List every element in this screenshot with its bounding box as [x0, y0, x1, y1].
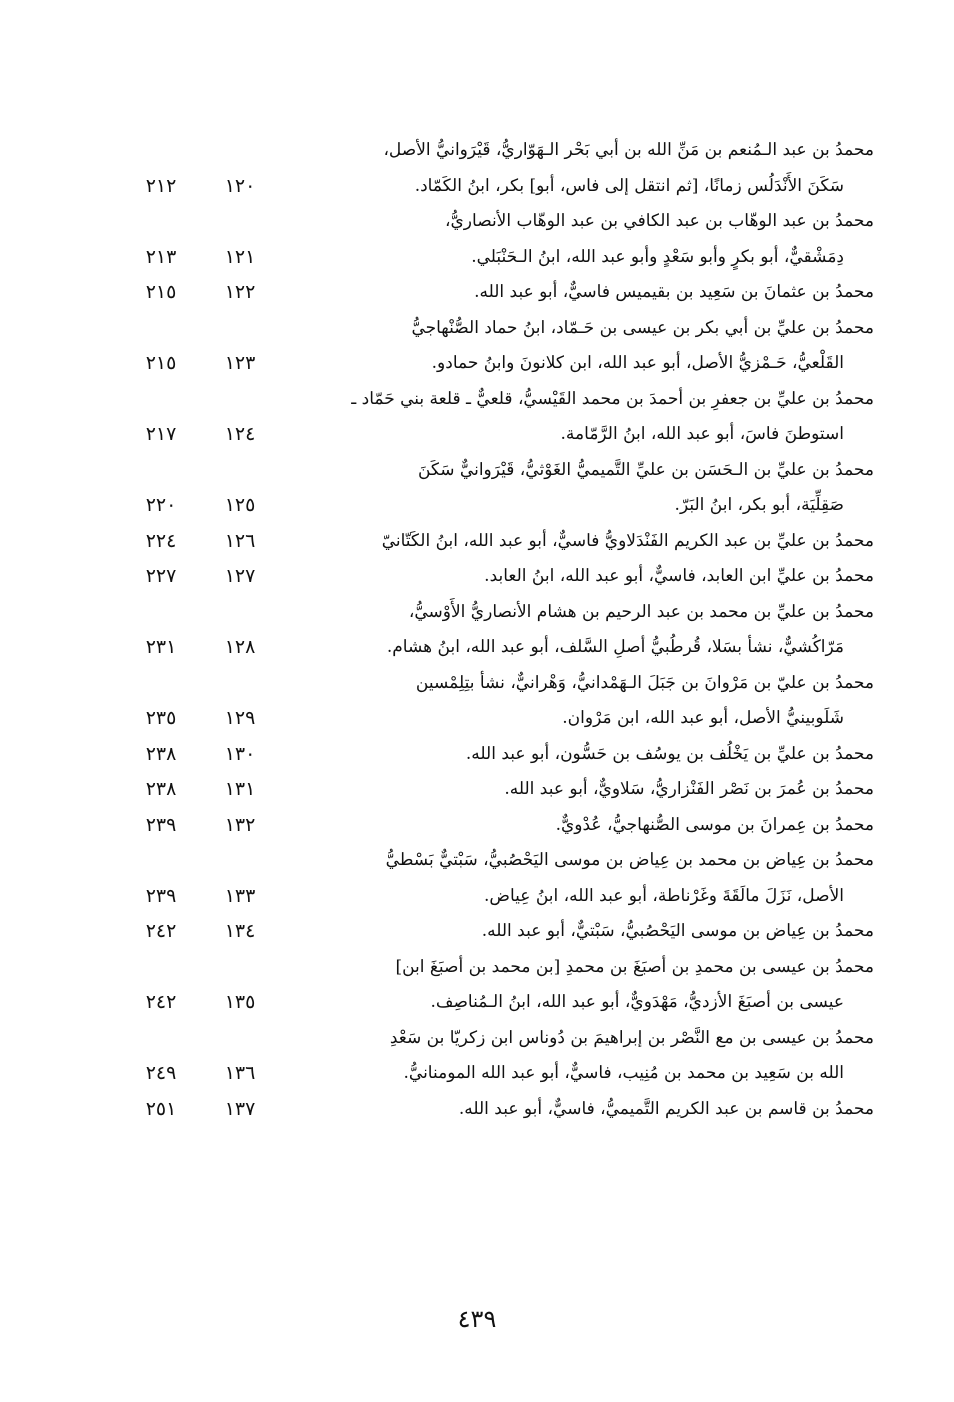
entry-number: ١٢٧: [224, 565, 256, 587]
entry-page-reference: ٢٣٩: [145, 813, 177, 836]
entry-page-reference: ٢٥١: [145, 1097, 177, 1120]
entry-line: محمدُ بن عِمرانَ بن موسى الصُّنهاجيُّ، عُدْويٌّ.: [555, 814, 874, 835]
entry-text: [299, 382, 874, 453]
entry-number: ١٢٥: [224, 494, 256, 516]
entry-line: محمدُ بن عبد الـمُنعم بن مَنِّ الله بن أبي بَحْر الـهَوّاريُّ، قَيْرَوانيُّ الأصل،: [383, 140, 874, 160]
index-entry: [0, 914, 954, 950]
entry-page-reference: ٢٣٨: [145, 778, 177, 800]
index-entry: [0, 204, 954, 275]
index-entry: [0, 772, 954, 808]
entry-line: محمدُ بن عليّ بن مَرْوانَ بن جَبَلَ الـهَمْدانيُّ، وَهْرانيٌّ، نشأ بتِلِمْسين: [415, 672, 874, 693]
entry-page-reference: ٢١٧: [145, 423, 177, 445]
page-number: ٤٣٩: [457, 1305, 497, 1333]
entry-line: محمدُ بن عليِّ بن الـحَسَن بن عليِّ التَّميميُّ الغَوْثيُّ، قَيْرَوانيٌّ سَكَنَ: [417, 459, 874, 480]
entry-text: [299, 666, 874, 737]
entry-line: استوطنَ فاسَ، أبو عبد الله، ابنُ الرَّمّامة.: [560, 424, 844, 444]
entry-page-reference: ٢٣٨: [145, 742, 177, 765]
entry-page-reference: ٢١٣: [145, 245, 177, 268]
index-entry: [0, 453, 954, 524]
entry-page-reference: ٢٤٩: [145, 1062, 177, 1084]
index-entry: [0, 524, 954, 560]
entry-line: محمدُ بن عيسى بن محمدِ بن أصبَغَ بن محمدِ [بن محمد بن أصبَغَ ابن]: [395, 956, 874, 977]
index-entry: [0, 382, 954, 453]
entry-number: ١٢٢: [224, 281, 256, 303]
index-entry: [0, 133, 954, 204]
entry-number: ١٢٦: [224, 529, 256, 552]
index-entry: [0, 950, 954, 1021]
entry-text: [299, 950, 874, 1021]
entry-line: محمدُ بن عبد الوهّاب بن عبد الكافي بن عبد الوهّاب الأنصاريُّ،: [445, 211, 874, 231]
entry-text: [299, 524, 874, 560]
entry-line: الأصل، نَزَلَ مالَقَةَ وغَرْناطة، أبو عبد الله، ابنُ عِياض.: [484, 885, 844, 906]
entry-text: [299, 133, 874, 204]
entry-number: ١٢٤: [224, 423, 256, 445]
entry-page-reference: ٢٣١: [145, 636, 177, 658]
index-entry: [0, 843, 954, 914]
index-entry: [0, 1092, 954, 1128]
entry-number: ١٣٢: [224, 813, 256, 836]
index-entry: [0, 666, 954, 737]
entry-line: محمدُ بن عيسى بن مع النَّصْر بن إبراهيمَ بن دُوناس ابن زكريّا بن سَعْدِ: [389, 1027, 874, 1048]
entry-number: ١٢٩: [224, 707, 256, 729]
entry-page-reference: ٢٢٠: [145, 494, 177, 516]
entry-page-reference: ٢١٥: [145, 352, 177, 374]
entry-text: [299, 453, 874, 524]
entry-text: [299, 204, 874, 275]
entry-line: محمدُ بن عليِّ بن محمد بن عبد الرحيم بن هشام الأنصاريُّ الأَوْسيُّ،: [408, 601, 874, 622]
entry-line: محمدُ بن عُمرَ بن نَصْر الفَنْزاريُّ، سَلاويٌّ، أبو عبد الله.: [504, 779, 874, 799]
entry-number: ١٢٣: [224, 352, 256, 374]
entry-text: [299, 559, 874, 595]
entry-line: محمدُ بن قاسم بن عبد الكريم التَّميميُّ، فاسيٌّ، أبو عبد الله.: [458, 1098, 874, 1119]
entry-line: مَرّاكُشيٌّ، نشأ بسَلا، قُرطُبيُّ أصلِ السَّلف، أبو عبد الله، ابنُ هشام.: [386, 637, 844, 657]
entry-number: ١٣٤: [224, 920, 256, 942]
entry-page-reference: ٢٤٢: [145, 920, 177, 942]
entry-number: ١٣٣: [224, 884, 256, 907]
entry-text: [299, 595, 874, 666]
entry-text: [299, 311, 874, 382]
entry-line: عيسى بن أصبَغَ الأزديُّ، مَهْدَويٌّ، أبو عبد الله، ابنُ الـمُناصِف.: [430, 992, 844, 1012]
entry-text: [299, 737, 874, 773]
entry-number: ١٣٦: [224, 1062, 256, 1084]
entry-line: محمدُ بن عِياض بن محمد بن عِياض بن موسى اليَحْصُبيُّ، سَبْتيٌّ بَسْطيُّ: [385, 850, 874, 870]
entry-page-reference: ٢١٢: [145, 174, 177, 197]
entry-line: محمدُ بن عِياض بن موسى اليَحْصُبيُّ، سَبْتيٌّ، أبو عبد الله.: [481, 921, 874, 941]
entry-page-reference: ٢٣٩: [145, 884, 177, 907]
entry-text: [299, 808, 874, 844]
entry-line: محمدُ بن عليِّ بن جعفرِ بن أحمدَ بن محمد القَيْسيُّ، قلعيٌّ ـ قلعة بني حَمّاد ـ: [351, 388, 874, 409]
index-entry: [0, 1021, 954, 1092]
index-entry: [0, 559, 954, 595]
entry-line: سَكَنَ الأَنْدَلُس زمانًا، [ثم انتقل إلى فاس، أبو] بكر، ابنُ الكَمّاد.: [414, 175, 844, 196]
entry-text: [299, 772, 874, 808]
entry-line: دِمَشْقيٌّ، أبو بكرٍ وأبو سَعْدٍ وأبو عبد الله، ابنُ الـحَنْبَلي.: [471, 246, 844, 267]
entry-page-reference: ٢٣٥: [145, 707, 177, 729]
index-entry: [0, 275, 954, 311]
entry-number: ١٢٨: [224, 636, 256, 658]
entry-number: ١٣١: [224, 778, 256, 800]
index-entry: [0, 808, 954, 844]
entry-text: [299, 275, 874, 311]
entry-line: الله بن سَعِيد بن محمد بن مُنِيب، فاسيٌّ، أبو عبد الله المومنانيُّ.: [403, 1063, 844, 1083]
entry-line: محمدُ بن عليِّ ابن العابد، فاسيٌّ، أبو عبد الله، ابنُ العابد.: [484, 566, 874, 586]
entry-number: ١٢٠: [224, 174, 256, 197]
entry-line: محمدُ بن عليِّ بن أبي بكر بن عيسى بن حَـمّاد، ابنُ حماد الصُّنْهاجيُّ: [411, 317, 874, 338]
index-entry: [0, 737, 954, 773]
entry-line: محمدُ بن عليِّ بن عبد الكريم الفَنْدَلاويُّ فاسيٌّ، أبو عبد الله، ابنُ الكَتّانيّ: [381, 530, 874, 551]
entry-line: صَقِلِّيَة، أبو بكر، ابنُ البَرّ.: [674, 495, 844, 515]
entry-page-reference: ٢٤٢: [145, 991, 177, 1013]
entry-text: [299, 1021, 874, 1092]
entry-line: محمدُ بن عليِّ بن يَخْلُف بن يوسُف بن حَسُّون، أبو عبد الله.: [465, 743, 874, 764]
entry-text: [299, 1092, 874, 1128]
entry-number: ١٣٠: [224, 742, 256, 765]
entry-number: ١٣٧: [224, 1097, 256, 1120]
entry-number: ١٣٥: [224, 991, 256, 1013]
entry-number: ١٢١: [224, 245, 256, 268]
index-entry: [0, 311, 954, 382]
entry-text: [299, 843, 874, 914]
entry-line: شَلَوبينيُّ الأصل، أبو عبد الله، ابن مَرْوان.: [562, 708, 844, 728]
entry-text: [299, 914, 874, 950]
index-entry: [0, 595, 954, 666]
entry-page-reference: ٢٢٤: [145, 529, 177, 552]
entry-line: محمدُ بن عثمانَ بن سَعِيد بن بقيميس فاسيٌّ، أبو عبد الله.: [474, 282, 874, 302]
entry-page-reference: ٢١٥: [145, 281, 177, 303]
entry-page-reference: ٢٢٧: [145, 565, 177, 587]
entry-line: القَلْعيُّ، حَـمْزيُّ الأصل، أبو عبد الله، ابن كلانونَ وابنُ حمادو.: [431, 353, 844, 373]
